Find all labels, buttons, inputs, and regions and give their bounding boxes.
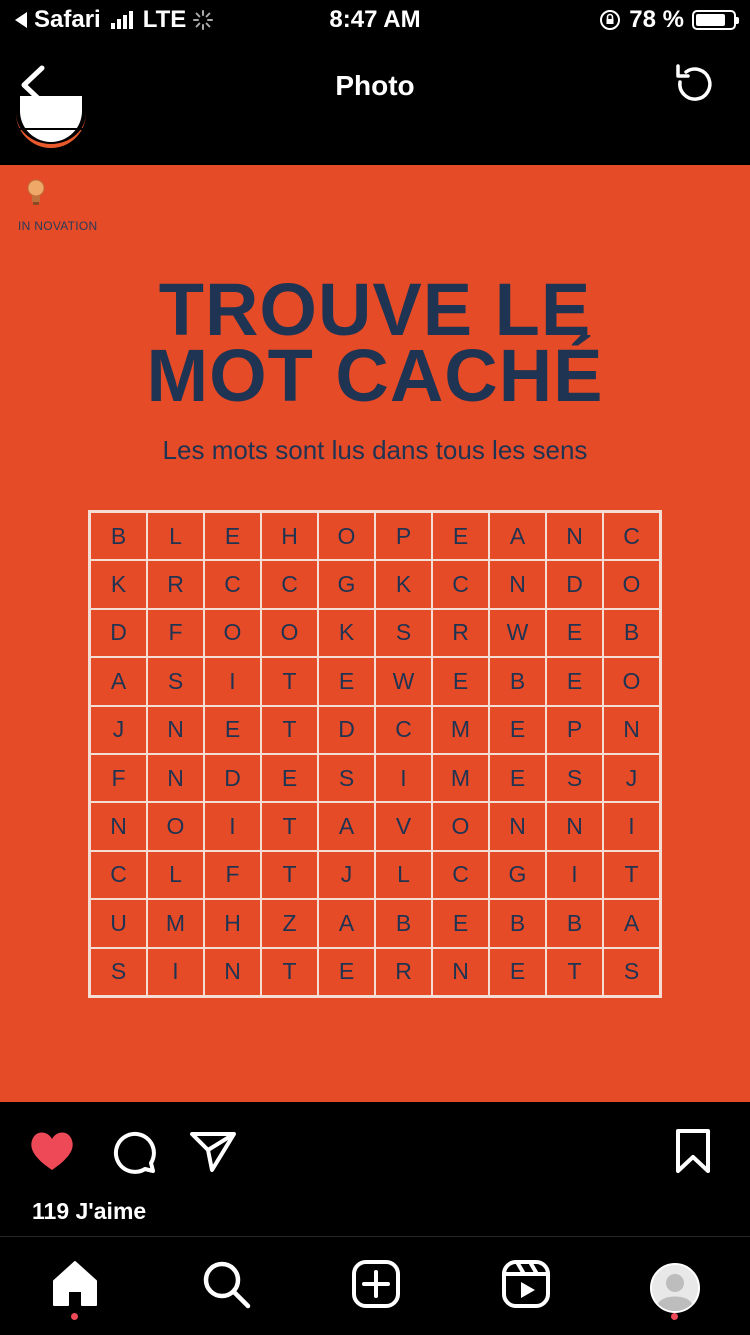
grid-cell: N (147, 706, 204, 754)
grid-cell: T (261, 948, 318, 996)
author-avatar[interactable] (16, 96, 86, 148)
grid-cell: N (489, 560, 546, 608)
battery-icon (692, 10, 736, 30)
grid-cell: O (603, 657, 660, 705)
grid-cell: O (204, 609, 261, 657)
grid-cell: C (261, 560, 318, 608)
grid-cell: I (204, 802, 261, 850)
grid-cell: N (147, 754, 204, 802)
grid-cell: B (489, 899, 546, 947)
status-right (599, 6, 736, 34)
grid-cell: C (204, 560, 261, 608)
grid-cell: D (204, 754, 261, 802)
grid-cell: K (90, 560, 147, 608)
grid-cell: B (90, 512, 147, 560)
grid-cell: T (603, 851, 660, 899)
grid-cell: L (375, 851, 432, 899)
grid-cell: D (318, 706, 375, 754)
grid-cell: R (432, 609, 489, 657)
grid-cell: S (375, 609, 432, 657)
grid-cell: E (432, 899, 489, 947)
grid-cell: E (546, 609, 603, 657)
grid-cell: E (261, 754, 318, 802)
grid-cell: E (489, 754, 546, 802)
grid-cell: E (318, 657, 375, 705)
grid-cell: E (489, 948, 546, 996)
grid-cell: Z (261, 899, 318, 947)
grid-cell: E (432, 657, 489, 705)
home-notification-dot (71, 1313, 78, 1320)
post-actions (0, 1102, 750, 1198)
grid-cell: J (318, 851, 375, 899)
grid-cell: I (204, 657, 261, 705)
grid-cell: A (603, 899, 660, 947)
grid-cell: H (261, 512, 318, 560)
grid-cell: C (432, 560, 489, 608)
grid-cell: E (489, 706, 546, 754)
grid-cell: U (90, 899, 147, 947)
grid-cell: T (261, 851, 318, 899)
grid-cell: K (375, 560, 432, 608)
grid-cell: A (318, 802, 375, 850)
page-title: Photo (335, 70, 415, 101)
grid-cell: T (546, 948, 603, 996)
search-icon[interactable] (199, 1257, 253, 1311)
grid-cell: I (375, 754, 432, 802)
grid-cell: T (261, 657, 318, 705)
grid-cell: A (90, 657, 147, 705)
grid-cell: S (90, 948, 147, 996)
grid-cell: N (546, 512, 603, 560)
orientation-lock-icon (599, 9, 621, 31)
header-divider (0, 128, 750, 130)
grid-cell: S (147, 657, 204, 705)
grid-cell: E (204, 512, 261, 560)
grid-cell: S (546, 754, 603, 802)
status-time: 8:47 AM (329, 6, 421, 33)
grid-cell: M (147, 899, 204, 947)
grid-cell: O (432, 802, 489, 850)
grid-cell: F (90, 754, 147, 802)
grid-cell: M (432, 754, 489, 802)
back-to-app-label[interactable]: Safari (34, 6, 101, 33)
grid-cell: S (318, 754, 375, 802)
grid-cell: W (489, 609, 546, 657)
grid-cell: C (90, 851, 147, 899)
likes-count[interactable]: 119 J'aime (32, 1198, 147, 1224)
grid-cell: E (432, 512, 489, 560)
grid-cell: F (147, 609, 204, 657)
grid-cell: G (318, 560, 375, 608)
grid-cell: V (375, 802, 432, 850)
grid-cell: S (603, 948, 660, 996)
network-type: LTE (142, 6, 187, 33)
grid-cell: A (318, 899, 375, 947)
lightbulb-icon (26, 179, 46, 207)
grid-cell: T (261, 706, 318, 754)
grid-cell: D (90, 609, 147, 657)
grid-cell: N (432, 948, 489, 996)
grid-cell: J (90, 706, 147, 754)
grid-cell: D (546, 560, 603, 608)
grid-cell: O (261, 609, 318, 657)
grid-cell: O (147, 802, 204, 850)
grid-cell: L (147, 851, 204, 899)
nav-header (0, 44, 750, 129)
grid-cell: N (489, 802, 546, 850)
grid-cell: M (432, 706, 489, 754)
grid-cell: P (375, 512, 432, 560)
brand-name: IN NOVATION (18, 219, 98, 233)
heart-icon[interactable] (27, 1126, 77, 1176)
grid-cell: H (204, 899, 261, 947)
grid-cell: L (147, 512, 204, 560)
grid-cell: I (603, 802, 660, 850)
add-post-icon[interactable] (349, 1257, 403, 1311)
profile-avatar[interactable] (649, 1262, 701, 1314)
profile-notification-dot (671, 1313, 678, 1320)
grid-cell: C (375, 706, 432, 754)
grid-cell: B (546, 899, 603, 947)
grid-cell: E (318, 948, 375, 996)
bottom-tab-bar (0, 1236, 750, 1335)
grid-cell: R (147, 560, 204, 608)
grid-cell: K (318, 609, 375, 657)
home-icon[interactable] (48, 1257, 102, 1311)
grid-cell: O (318, 512, 375, 560)
grid-cell: I (546, 851, 603, 899)
word-search-grid (88, 510, 662, 998)
grid-cell: C (432, 851, 489, 899)
status-bar (0, 0, 750, 44)
grid-cell: P (546, 706, 603, 754)
grid-cell: E (546, 657, 603, 705)
puzzle-subtitle: Les mots sont lus dans tous les sens (162, 435, 588, 465)
headline-line-1: TROUVE LE (158, 268, 592, 351)
grid-cell: I (147, 948, 204, 996)
grid-cell: N (204, 948, 261, 996)
comment-icon[interactable] (108, 1126, 158, 1176)
refresh-icon[interactable] (670, 60, 718, 108)
grid-cell: C (603, 512, 660, 560)
grid-cell: O (603, 560, 660, 608)
headline-line-2: MOT CACHÉ (146, 334, 604, 417)
grid-cell: F (204, 851, 261, 899)
grid-cell: B (603, 609, 660, 657)
grid-cell: N (603, 706, 660, 754)
grid-cell: B (489, 657, 546, 705)
bookmark-icon[interactable] (668, 1126, 718, 1176)
grid-cell: B (375, 899, 432, 947)
grid-cell: J (603, 754, 660, 802)
grid-cell: R (375, 948, 432, 996)
grid-cell: E (204, 706, 261, 754)
grid-cell: W (375, 657, 432, 705)
grid-cell: A (489, 512, 546, 560)
grid-cell: G (489, 851, 546, 899)
grid-cell: T (261, 802, 318, 850)
share-icon[interactable] (188, 1126, 238, 1176)
post-image[interactable] (0, 165, 750, 1102)
grid-cell: N (90, 802, 147, 850)
battery-percent: 78 % (629, 6, 684, 33)
grid-cell: N (546, 802, 603, 850)
reels-icon[interactable] (499, 1257, 553, 1311)
